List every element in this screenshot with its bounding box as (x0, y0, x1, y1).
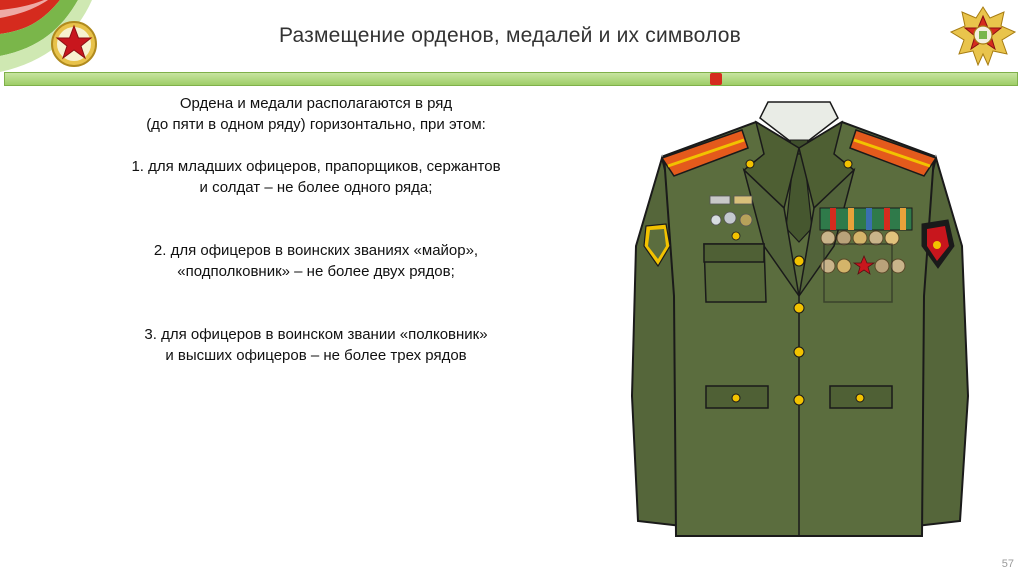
slide-title: Размещение орденов, медалей и их символов (278, 24, 742, 47)
rule-1-line-1: 1. для младших офицеров, прапорщиков, сержантов (131, 158, 501, 175)
rule-3-line-2: и высших офицеров – не более трех рядов (165, 347, 467, 364)
rule-1-line-2: и солдат – не более одного ряда; (199, 179, 433, 196)
header-divider-marker (710, 73, 722, 85)
intro-line-1: Ордена и медали располагаются в ряд (179, 95, 453, 112)
rules-text (68, 93, 564, 366)
intro-line-2: (до пяти в одном ряду) горизонтально, при этом: (146, 116, 486, 133)
flag-star-emblem-icon (0, 0, 142, 72)
uniform-jacket-image (624, 96, 974, 558)
header-divider-bar (4, 72, 1018, 86)
rule-3-line-1: 3. для офицеров в воинском звании «полковник» (144, 326, 488, 343)
rule-2-line-2: «подполковник» – не более двух рядов; (177, 263, 455, 280)
military-emblem-icon (950, 6, 1016, 66)
rule-2-line-1: 2. для офицеров в воинских званиях «майор», (153, 242, 479, 259)
page-number: 57 (1001, 558, 1014, 570)
